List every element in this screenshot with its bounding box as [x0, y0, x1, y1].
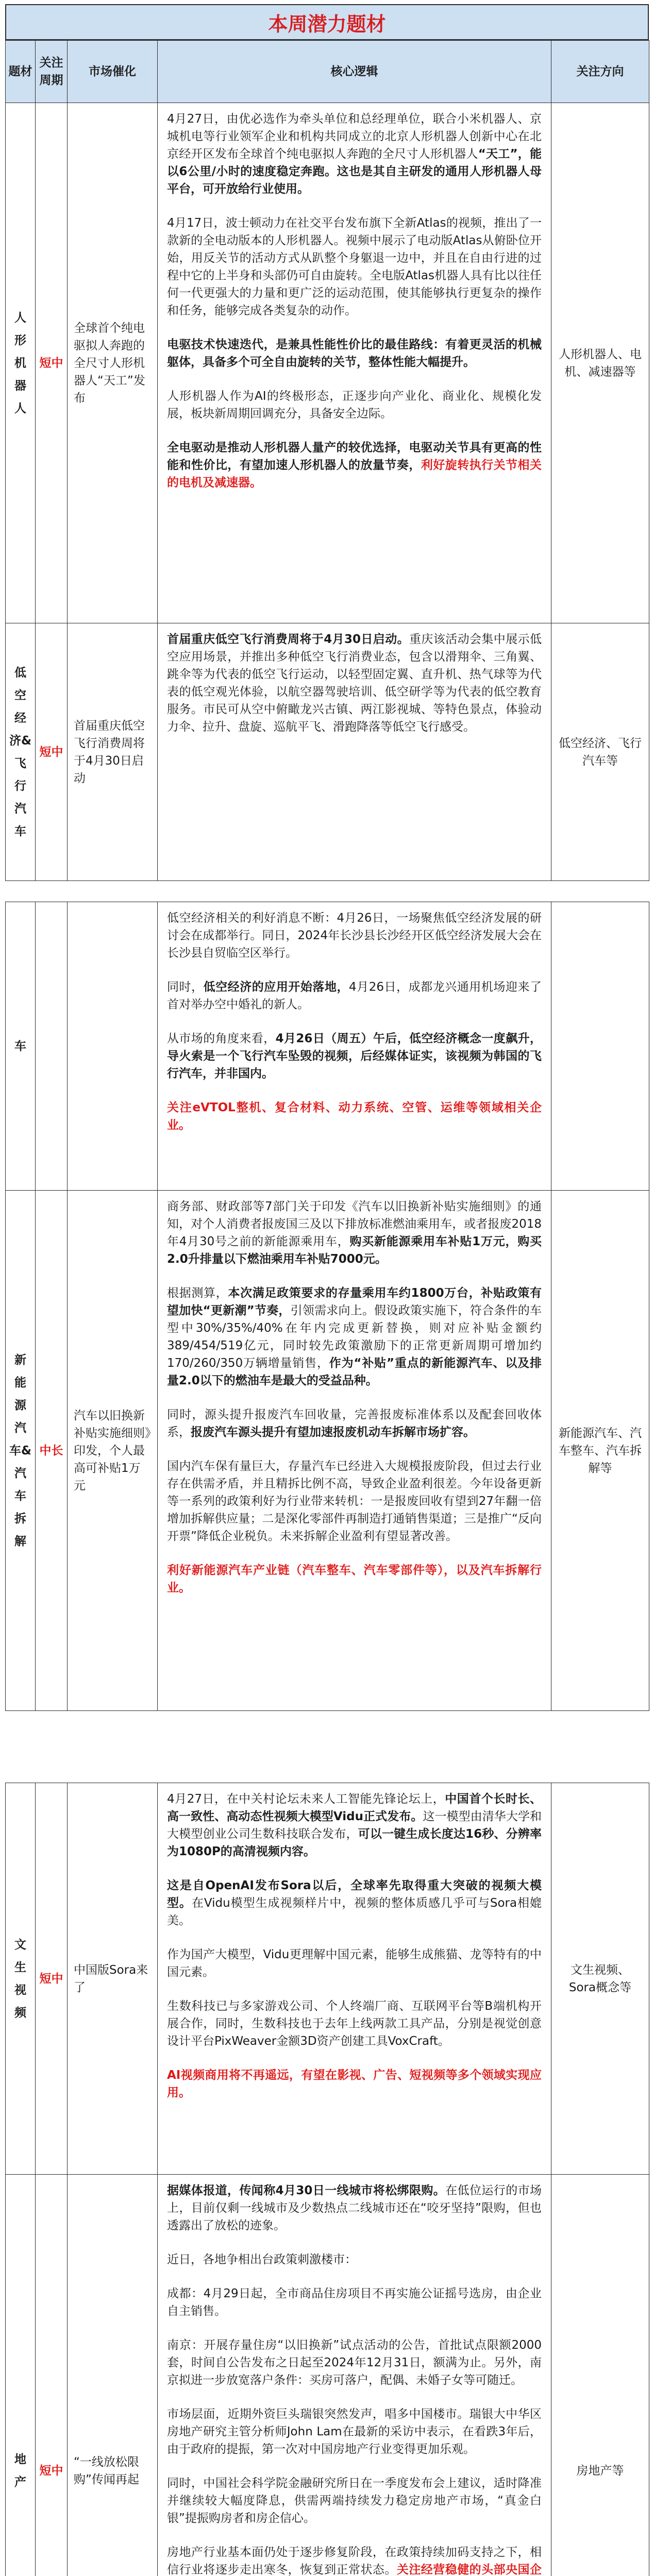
cycle-cell: 短中 — [36, 103, 68, 623]
table-row — [6, 1191, 649, 1711]
focus-cell: 新能源汽车、汽车整车、汽车拆解等 — [551, 1191, 649, 1711]
table-row — [6, 623, 649, 881]
body-text: 这一模型由清华大学和大模型创业公司生数科技联合发布， — [167, 1810, 542, 1841]
topic-table-page-2 — [5, 902, 649, 1711]
logic-cell — [158, 1783, 551, 2175]
highlight-text: 关注经营稳健的头部央国企 — [396, 2563, 542, 2576]
body-text: 同时，中国社会科学院金融研究所日在一季度发布会上建议，适时降准并继续较大幅度降息，供需两端持续发力稳定房地产市场，“真金白银”提振购房者和房企信心。 — [167, 2477, 542, 2525]
focus-cell: 文生视频、Sora概念等 — [551, 1783, 649, 2175]
body-text: 引领需求向上。假设政策实施下，符合条件的车型中30%/35%/40%在年内完成更新替换，则对应补贴金额约389/454/519亿元，同时较先政策激励下的正常更新周期可增加约170/260/350万辆增量销售， — [167, 1304, 542, 1370]
logic-paragraph — [167, 978, 542, 1013]
highlight-text: 关注eVTOL整机、复合材料、动力系统、空管、运维等领域相关企业。 — [167, 1101, 542, 1132]
logic-paragraph — [167, 2475, 542, 2527]
focus-cell: 人形机器人、电机、减速器等 — [551, 103, 649, 623]
cycle-cell: 短中 — [36, 1783, 68, 2175]
logic-paragraph — [167, 1790, 542, 1860]
catalyst-cell: 汽车以旧换新补贴实施细则》印发，个人最高可补贴1万元 — [68, 1191, 158, 1711]
body-text: 同时， — [167, 980, 204, 994]
logic-paragraph — [167, 909, 542, 962]
bold-text: 中国首个长时长、高一致性、高动态性视频大模型Vidu正式发布。 — [167, 1792, 542, 1823]
logic-cell — [158, 1191, 551, 1711]
logic-paragraph — [167, 1198, 542, 1268]
logic-paragraph — [167, 1030, 542, 1082]
table-row — [6, 2175, 649, 2576]
body-text: 4月27日，在中关村论坛未来人工智能先锋论坛上， — [167, 1792, 445, 1806]
bold-text: “天工”，能以6公里/小时的速度稳定奔跑。这也是其自主研发的通用人形机器人母平台，可开放给行业使用。 — [167, 147, 542, 196]
body-text: 从市场的角度来看， — [167, 1032, 276, 1045]
bold-text: 电驱技术快速迭代，是兼具性能性价比的最佳路线：有着更灵活的机械躯体，具备多个可全自由旋转的关节，整体性能大幅提升。 — [167, 338, 542, 369]
header-focus: 关注方向 — [551, 41, 649, 103]
logic-paragraph — [167, 1877, 542, 1929]
logic-cell — [158, 902, 551, 1191]
body-text: 4月17日，波士顿动力在社交平台发布旗下全新Atlas的视频，推出了一款新的全电动版本的人形机器人。视频中展示了电动版Atlas从俯卧位开始，用反关节的活动方式从趴整个身躯退一边中，并且在自由行进的过程中它的上半身和头部仍可自由旋转。全电版Atlas机器人具有比以往任何一代更强大的力量和更广泛的运动范围，使其能够执行更复杂的操作和任务，能够完成各类复杂的动作。 — [167, 216, 542, 317]
body-text: 在Vidu模型生成视频样片中，视频的整体质感几乎可与Sora相媲美。 — [167, 1896, 542, 1927]
logic-paragraph — [167, 387, 542, 422]
logic-paragraph — [167, 1997, 542, 2050]
body-text: 同时，源头提升报废汽车回收量，完善报废标准体系以及配套回收体系， — [167, 1408, 542, 1439]
catalyst-cell: 首届重庆低空飞行消费周将于4月30日启动 — [68, 623, 158, 881]
header-logic: 核心逻辑 — [158, 41, 551, 103]
bold-text: 这是自OpenAI发布Sora以后，全球率先取得重大突破的视频大模型。 — [167, 1879, 542, 1910]
header-topic: 题材 — [6, 41, 36, 103]
bold-text: 购买新能源乘用车补贴1万元，购买2.0升排量以下燃油乘用车补贴7000元。 — [167, 1235, 542, 1266]
header-catalyst: 市场催化 — [68, 41, 158, 103]
header-cycle: 关注周期 — [36, 41, 68, 103]
logic-cell — [158, 103, 551, 623]
logic-paragraph — [167, 1562, 542, 1597]
topic-cell: 地产 — [6, 2175, 36, 2576]
focus-cell: 房地产等 — [551, 2175, 649, 2576]
body-text: 根据测算， — [167, 1286, 228, 1300]
logic-paragraph — [167, 2066, 542, 2102]
logic-paragraph — [167, 439, 542, 492]
logic-paragraph — [167, 2251, 542, 2268]
logic-paragraph — [167, 110, 542, 198]
logic-paragraph — [167, 1458, 542, 1545]
logic-paragraph — [167, 2182, 542, 2234]
page-title: 本周潜力题材 — [5, 4, 649, 40]
logic-paragraph — [167, 214, 542, 319]
catalyst-cell: “一线放松限购”传闻再起 — [68, 2175, 158, 2576]
body-text: 成都：4月29日起，全市商品住房项目不再实施公证摇号选房，由企业自主销售。 — [167, 2287, 542, 2318]
bold-text: 4月26日（周五）午后，低空经济概念一度飙升，导火索是一个飞行汽车坠毁的视频，后经媒体证实，该视频为韩国的飞行汽车，并非国内。 — [167, 1032, 542, 1080]
topic-cell: 低空经济&飞行汽车 — [6, 623, 36, 881]
logic-cell — [158, 2175, 551, 2576]
logic-paragraph — [167, 336, 542, 371]
topic-cell: 新能源汽车&汽车拆解 — [6, 1191, 36, 1711]
table-row — [6, 103, 649, 623]
bold-text: 全电驱动是推动人形机器人量产的较优选择，电驱动关节具有更高的性能和性价比，有望加速人形机器人的放量节奏， — [167, 441, 542, 472]
bold-text: 作为“补贴”重点的新能源汽车、以及排量2.0以下的燃油车是最大的受益品种。 — [167, 1357, 542, 1387]
logic-paragraph — [167, 1946, 542, 1981]
topic-cell: 人形机器人 — [6, 103, 36, 623]
body-text: 商务部、财政部等7部门关于印发《汽车以旧换新补贴实施细则》的通知，对个人消费者报废国三及以下排放标准燃油乘用车，或者报废2018年4月30号之前的新能源乘用车， — [167, 1200, 542, 1248]
body-text: 市场层面，近期外资巨头瑞银突然发声，唱多中国楼市。瑞银大中华区房地产研究主管分析师John Lam在最新的采访中表示，在看跌3年后，由于政府的提振，第一次对中国房地产行业变得更加乐观。 — [167, 2408, 542, 2456]
logic-paragraph — [167, 2405, 542, 2458]
bold-text: 报废汽车源头提升有望加速报废机动车拆解市场扩容。 — [191, 1426, 475, 1439]
bold-text: 低空经济的应用开始落地， — [203, 980, 349, 994]
topic-table-page-3 — [5, 1783, 649, 2576]
table-row — [6, 1783, 649, 2175]
highlight-text: 利好新能源汽车产业链（汽车整车、汽车零部件等），以及汽车拆解行业。 — [167, 1564, 542, 1595]
cycle-cell: 短中 — [36, 2175, 68, 2576]
catalyst-cell: 全球首个纯电驱拟人奔跑的全尺寸人形机器人“天工”发布 — [68, 103, 158, 623]
body-text: 4月26日，成都龙兴通用机场迎来了首对举办空中婚礼的新人。 — [167, 980, 542, 1011]
header-row — [6, 41, 649, 103]
body-text: 国内汽车保有量巨大，存量汽车已经进入大规模报废阶段，但过去行业存在供需矛盾，并且精拆比例不高，导致企业盈利很差。今年设备更新等一系列的政策利好为行业带来转机：一是报废回收有望到27年翻一倍增加拆解供应量；二是深化零部件再制造打通销售渠道；三是推广“反向开票”降低企业税负。未来拆解企业盈利有望显著改善。 — [167, 1460, 542, 1543]
body-text: 南京：开展存量住房“以旧换新”试点活动的公告，首批试点限额2000套，时间自公告发布之日起至2024年12月31日，额满为止。另外，南京拟进一步放宽落户条件：买房可落户，配偶、未婚子女等可随迁。 — [167, 2338, 542, 2387]
body-text: 4月27日，由优必选作为牵头单位和总经理单位，联合小米机器人、京城机电等行业领军企业和机构共同成立的北京人形机器人创新中心在北京经开区发布全球首个纯电驱拟人奔跑的全尺寸人形机器人 — [167, 112, 542, 161]
body-text: 房地产行业基本面仍处于逐步修复阶段，在政策持续加码支持之下，相信行业将逐步走出寒冬，恢复到正常状态。 — [167, 2546, 542, 2576]
logic-paragraph — [167, 1099, 542, 1134]
body-text: 作为国产大模型，Vidu更理解中国元素，能够生成熊猫、龙等特有的中国元素。 — [167, 1948, 542, 1979]
logic-paragraph — [167, 631, 542, 736]
body-text: 低空经济相关的利好消息不断：4月26日，一场聚焦低空经济发展的研讨会在成都举行。同日，2024年长沙县长沙经开区低空经济发展大会在长沙县自贸临空区举行。 — [167, 911, 542, 960]
logic-cell — [158, 623, 551, 881]
bold-text: 首届重庆低空飞行消费周将于4月30日启动。 — [167, 633, 409, 646]
logic-paragraph — [167, 2285, 542, 2320]
body-text: 人形机器人作为AI的终极形态，正逐步向产业化、商业化、规模化发展，板块新周期回调充分，具备安全边际。 — [167, 389, 542, 420]
highlight-text: 利好旋转执行关节相关的电机及减速器。 — [167, 459, 542, 489]
focus-cell: 低空经济、飞行汽车等 — [551, 623, 649, 881]
cycle-cell: 短中 — [36, 623, 68, 881]
logic-paragraph — [167, 2544, 542, 2576]
cycle-cell: 中长 — [36, 1191, 68, 1711]
body-text: 近日，各地争相出台政策刺激楼市： — [167, 2253, 357, 2266]
body-text: 在低位运行的市场上，目前仅剩一线城市及少数热点二线城市还在“咬牙坚持”限购，但也透露出了放松的迹象。 — [167, 2184, 542, 2232]
body-text: 生数科技已与多家游戏公司、个人终端厂商、互联网平台等B端机构开展合作，同时，生数科技也于去年上线两款工具产品，分别是视觉创意设计平台PixWeaver金额3D资产创建工具VoxCraft。 — [167, 1999, 542, 2048]
highlight-text: AI视频商用将不再遥远，有望在影视、广告、短视频等多个领域实现应用。 — [167, 2069, 542, 2099]
topic-cell: 文生视频 — [6, 1783, 36, 2175]
bold-text: 可以一键生成长度达16秒、分辨率为1080P的高清视频内容。 — [167, 1827, 542, 1858]
topic-cell-continued: 车 — [6, 902, 36, 1191]
bold-text: 据媒体报道，传闻称4月30日一线城市将松绑限购。 — [167, 2184, 446, 2197]
logic-paragraph — [167, 1284, 542, 1389]
catalyst-cell: 中国版Sora来了 — [68, 1783, 158, 2175]
body-text: 重庆该活动会集中展示低空应用场景，并推出多种低空飞行消费业态，包含以滑翔伞、三角翼、跳伞等为代表的低空飞行运动，以轻型固定翼、直升机、热气球等为代表的低空观光体验，以航空器驾驶培训、低空研学等为代表的低空教育服务。市民可从空中俯瞰龙兴古镇、两江影视城、等特色景点，体验动力伞、拉升、盘旋、巡航平飞、滑跑降落等低空飞行感受。 — [167, 633, 542, 734]
topic-table-page-1 — [5, 40, 649, 881]
table-row — [6, 902, 649, 1191]
logic-paragraph — [167, 1406, 542, 1441]
logic-paragraph — [167, 2336, 542, 2389]
bold-text: 本次满足政策要求的存量乘用车约1800万台，补贴政策有望加快“更新潮”节奏， — [167, 1286, 542, 1317]
